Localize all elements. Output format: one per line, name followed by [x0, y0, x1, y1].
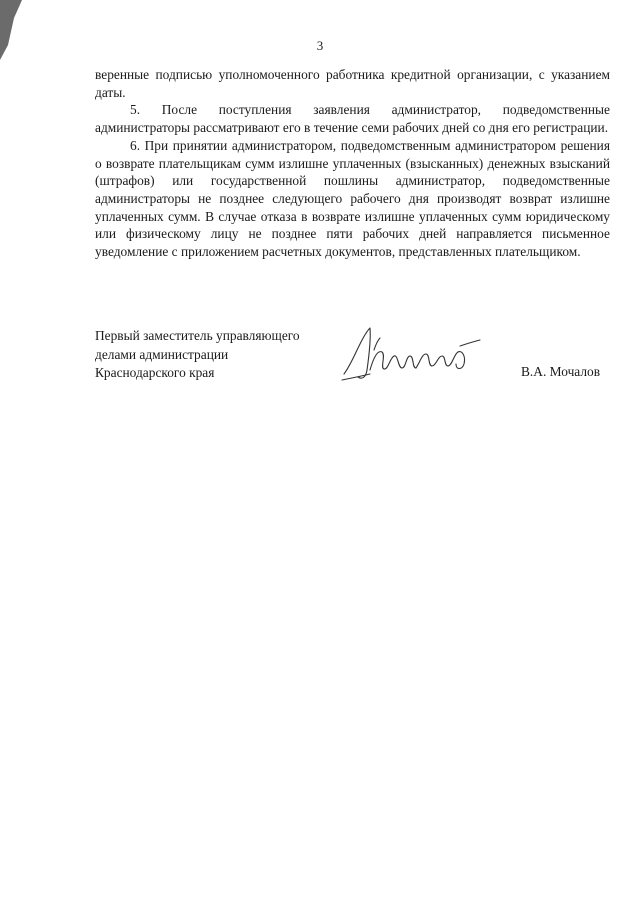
- signatory-name: В.А. Мочалов: [521, 364, 601, 379]
- signatory-title-line: делами администрации: [95, 346, 229, 362]
- document-body: [95, 66, 610, 261]
- signatory-title-line: Первый заместитель управляющего: [95, 328, 300, 343]
- signatory-title-line: Краснодарского края: [95, 365, 215, 380]
- handwritten-signature: [340, 322, 490, 392]
- signatory-title: [95, 327, 300, 383]
- paragraph-continuation: веренные подписью уполномоченного работника кредитной организации, с указанием даты.: [95, 67, 610, 100]
- paragraph-6: 6. При принятии администратором, подведомственным администратором решения о возврате плательщикам сумм излишне уплаченных (взысканных) денежных взысканий (штрафов) или государственной пошлины администратор, подведомственные администраторы не позднее следующего рабочего дня производят возврат излишне уплаченных сумм. В случае отказа в возврате излишне уплаченных сумм юридическому или физическому лицу не позднее пяти рабочих дней направляется письменное уведомление с приложением расчетных документов, представленных плательщиком.: [95, 137, 610, 260]
- paragraph-5: 5. После поступления заявления администратор, подведомственные администраторы рассматривают его в течение семи рабочих дней со дня его регистрации.: [95, 102, 610, 136]
- page-number: 3: [316, 38, 324, 53]
